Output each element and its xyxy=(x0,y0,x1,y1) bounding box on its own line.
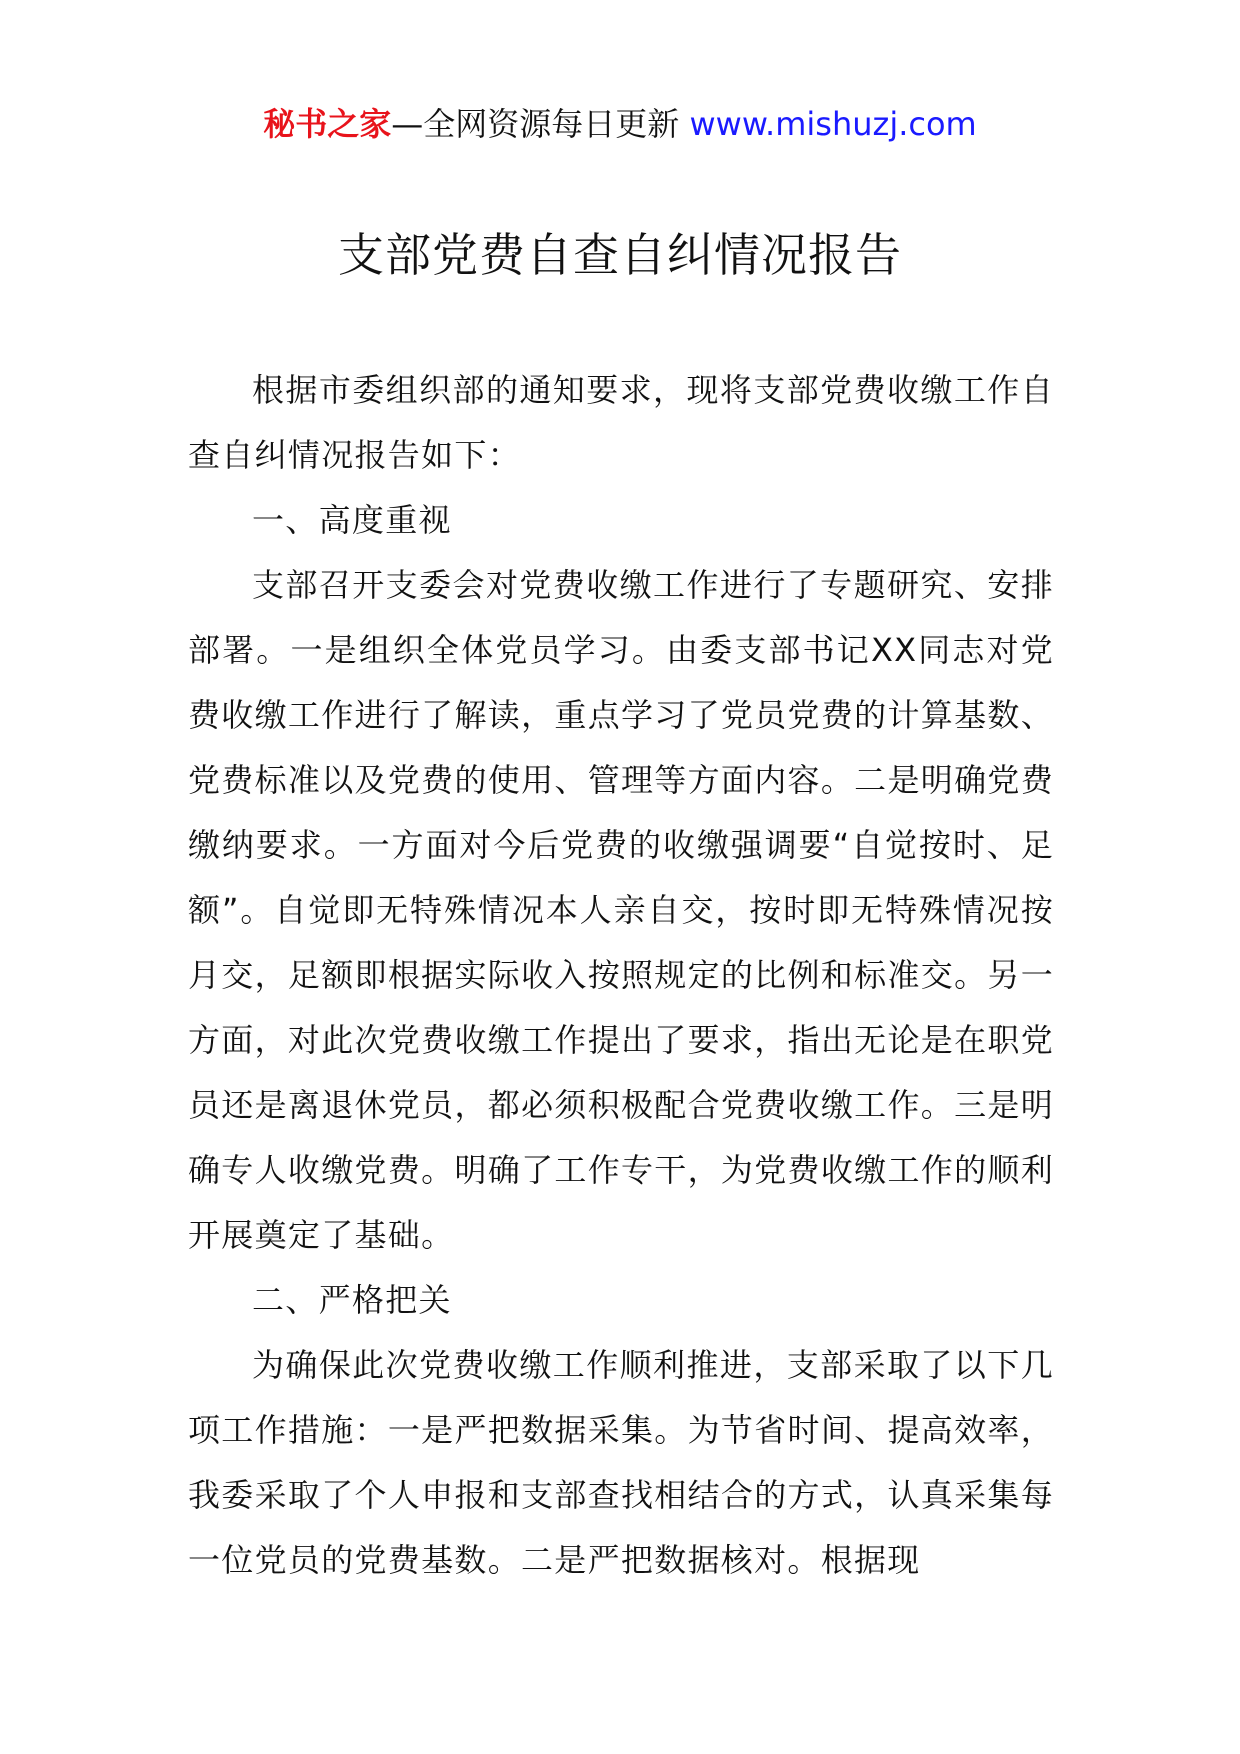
brand-name: 秘书之家 xyxy=(263,105,392,143)
site-url-link[interactable]: www.mishuzj.com xyxy=(689,105,977,143)
section-heading-2: 二、严格把关 xyxy=(252,1281,452,1319)
header-tagline: —全网资源每日更新 xyxy=(391,105,680,143)
intro-paragraph: 根据市委组织部的通知要求，现将支部党费收缴工作自查自纠情况报告如下： xyxy=(188,371,1054,474)
section-1-paragraph: 支部召开支委会对党费收缴工作进行了专题研究、安排部署。一是组织全体党员学习。由委支部书记XX同志对党费收缴工作进行了解读，重点学习了党员党费的计算基数、党费标准以及党费的使用、管理等方面内容。二是明确党费缴纳要求。一方面对今后党费的收缴强调要“自觉按时、足额”。自觉即无特殊情况本人亲自交，按时即无特殊情况按月交，足额即根据实际收入按照规定的比例和标准交。另一方面，对此次党费收缴工作提出了要求，指出无论是在职党员还是离退休党员，都必须积极配合党费收缴工作。三是明确专人收缴党费。明确了工作专干，为党费收缴工作的顺利开展奠定了基础。 xyxy=(188,566,1054,1254)
document-body xyxy=(188,358,1054,1593)
site-header xyxy=(0,100,1240,148)
section-heading-1: 一、高度重视 xyxy=(252,501,452,539)
section-2-paragraph: 为确保此次党费收缴工作顺利推进，支部采取了以下几项工作措施：一是严把数据采集。为节省时间、提高效率，我委采取了个人申报和支部查找相结合的方式，认真采集每一位党员的党费基数。二是严把数据核对。根据现 xyxy=(188,1346,1054,1579)
document-title: 支部党费自查自纠情况报告 xyxy=(338,228,902,282)
